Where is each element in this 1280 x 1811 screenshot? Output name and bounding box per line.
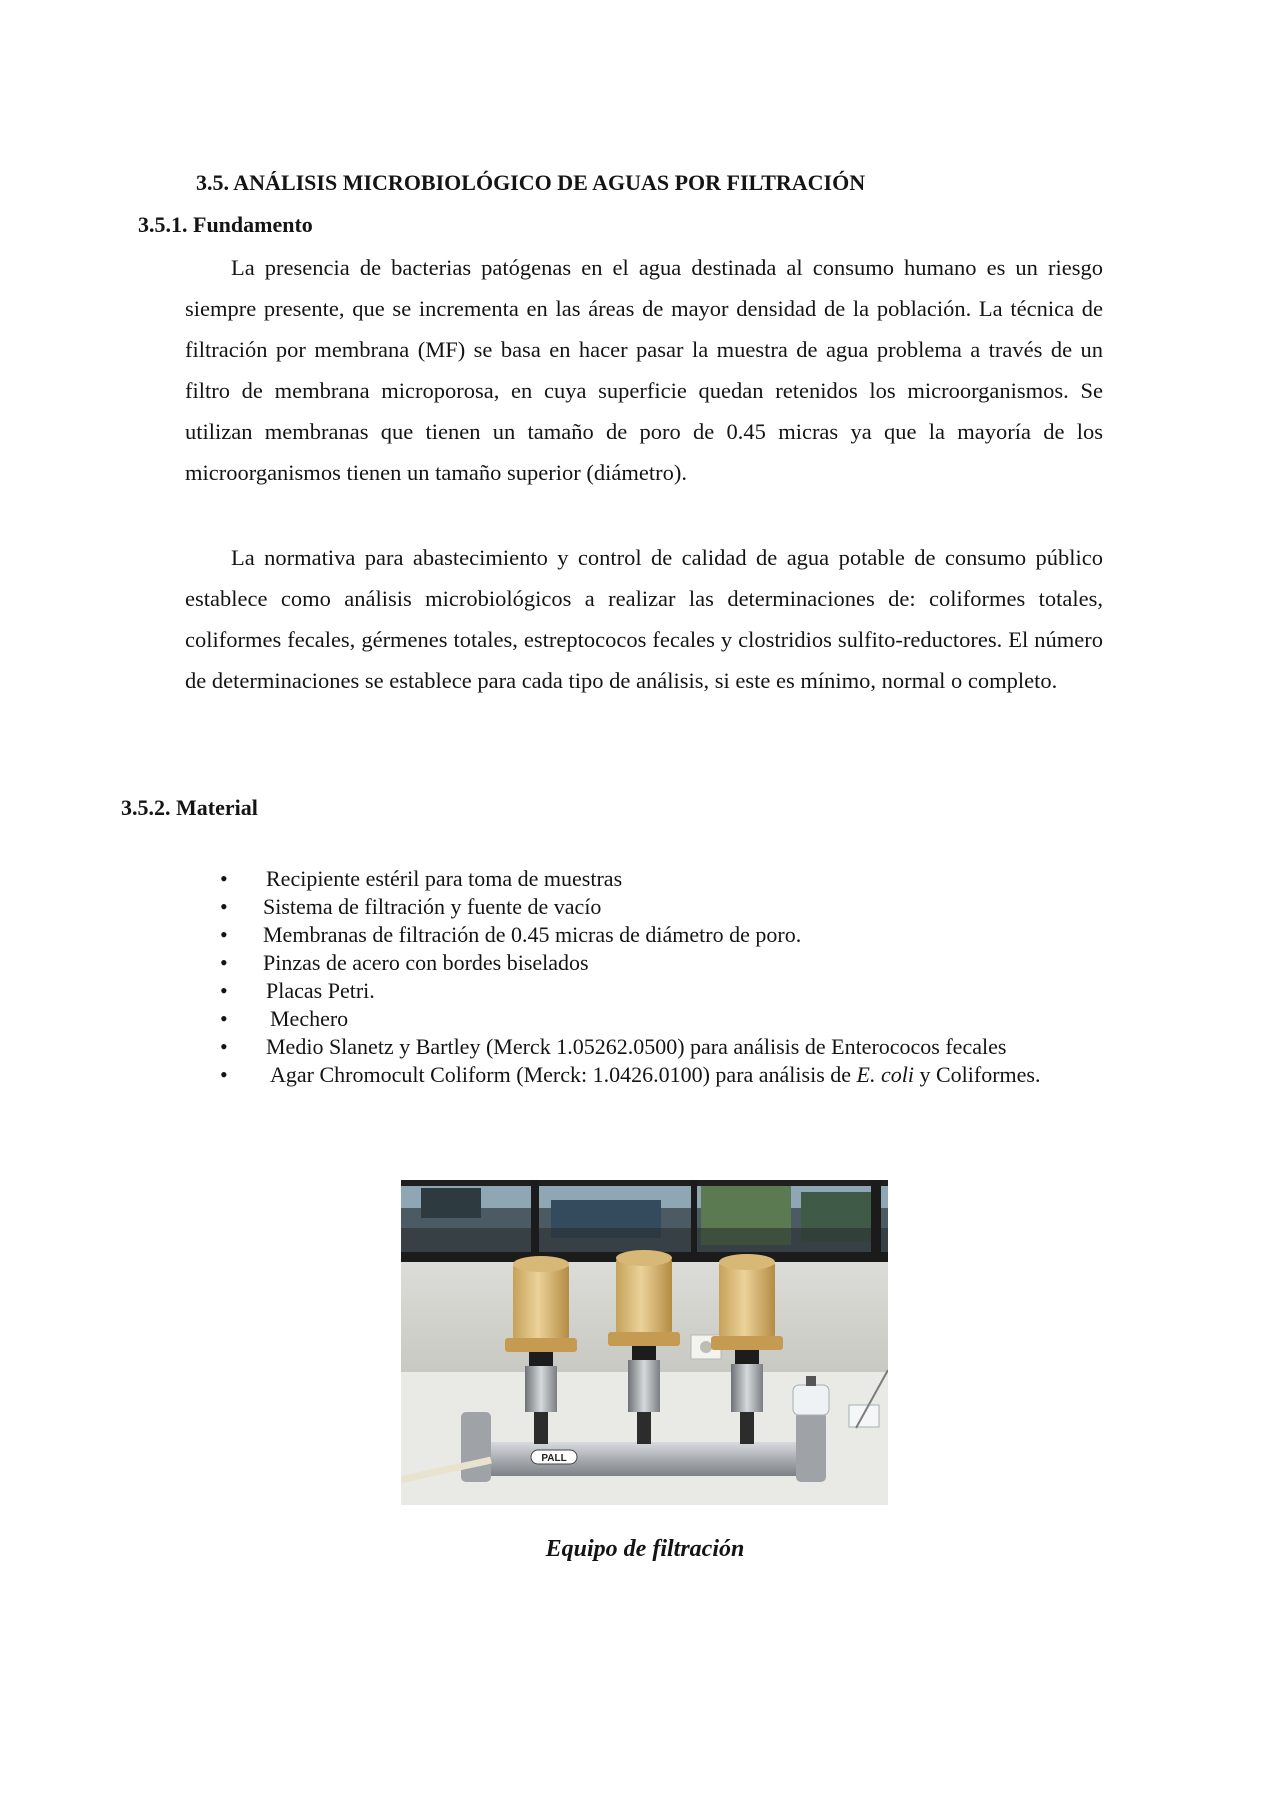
material-list — [220, 866, 1120, 1096]
filtration-equipment-photo — [401, 1180, 888, 1505]
list-item-text: Pinzas de acero con bordes biselados — [263, 950, 589, 975]
paragraph-2-text: La normativa para abastecimiento y control de calidad de agua potable de consumo público establece como análisis microbiológicos a realizar las determinaciones de: coliformes totales, coliformes fecales, gérmenes totales, estreptococos fecales y clostridios sulfito-reductores. El número de determinaciones se establece para cada tipo de análisis, si este es mínimo, normal o completo. — [185, 545, 1103, 693]
bullet-icon: • — [220, 894, 228, 919]
bullet-icon: • — [220, 922, 228, 947]
list-item-text — [270, 1062, 1040, 1088]
fundamento-paragraph-2 — [185, 537, 1103, 701]
bullet-icon: • — [220, 978, 228, 1003]
list-item-text-part: y Coliformes. — [913, 1062, 1041, 1087]
bullet-icon: • — [220, 1062, 228, 1087]
list-item-text: Sistema de filtración y fuente de vacío — [263, 894, 602, 919]
bullet-icon: • — [220, 1034, 228, 1059]
list-item-text: Medio Slanetz y Bartley (Merck 1.05262.0500) para análisis de Enterococos fecales — [266, 1034, 1007, 1059]
figure-caption: Equipo de filtración — [545, 1536, 745, 1562]
subsection-heading-fundamento: 3.5.1. Fundamento — [138, 212, 313, 237]
bullet-icon: • — [220, 950, 228, 975]
bullet-icon: • — [220, 866, 228, 891]
fundamento-paragraph-1 — [185, 247, 1103, 493]
list-item-text: Membranas de filtración de 0.45 micras de diámetro de poro. — [263, 922, 802, 947]
list-item-text: Mechero — [270, 1006, 349, 1031]
pall-brand-label: PALL — [541, 1453, 567, 1464]
paragraph-1-text: La presencia de bacterias patógenas en el agua destinada al consumo humano es un riesgo siempre presente, que se incrementa en las áreas de mayor densidad de la población. La técnica de filtración por membrana (MF) se basa en hacer pasar la muestra de agua problema a través de un filtro de membrana microporosa, en cuya superficie quedan retenidos los microorganismos. Se utilizan membranas que tienen un tamaño de poro de 0.45 micras ya que la mayoría de los microorganismos tienen un tamaño superior (diámetro). — [185, 255, 1103, 485]
organism-name: E. coli — [856, 1062, 914, 1087]
subsection-heading-material: 3.5.2. Material — [121, 795, 258, 820]
list-item-text-part: Agar Chromocult Coliform (Merck: 1.0426.0100) para análisis de — [270, 1062, 857, 1087]
list-item-text: Recipiente estéril para toma de muestras — [266, 866, 623, 891]
section-heading: 3.5. ANÁLISIS MICROBIOLÓGICO DE AGUAS POR FILTRACIÓN — [196, 170, 866, 195]
list-item-text: Placas Petri. — [266, 978, 375, 1003]
bullet-icon: • — [220, 1006, 228, 1031]
